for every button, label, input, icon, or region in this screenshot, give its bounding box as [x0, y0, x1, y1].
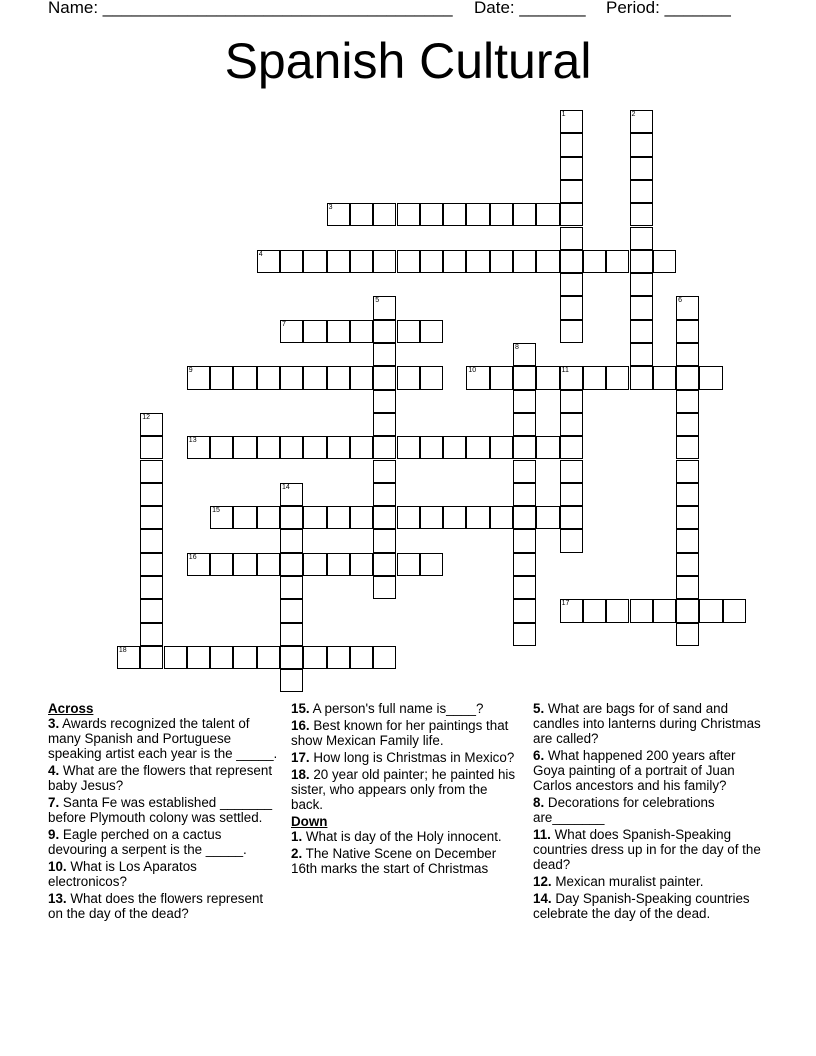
grid-cell[interactable]	[280, 599, 303, 622]
grid-cell[interactable]	[490, 366, 513, 389]
grid-cell[interactable]	[280, 366, 303, 389]
grid-cell[interactable]	[280, 320, 303, 343]
grid-cell[interactable]	[280, 553, 303, 576]
grid-cell[interactable]	[210, 436, 233, 459]
grid-cell[interactable]	[373, 460, 396, 483]
clue-number-label: 18.	[291, 767, 310, 782]
grid-cell[interactable]	[466, 506, 489, 529]
down-clue: 2. The Native Scene on December 16th marks the start of Christmas	[291, 846, 497, 876]
grid-cell[interactable]	[536, 250, 559, 273]
clue-number-label: 15.	[291, 701, 310, 716]
grid-cell[interactable]	[373, 343, 396, 366]
clues-column-1	[48, 701, 278, 923]
grid-cell[interactable]	[676, 436, 699, 459]
clue-number: 1	[561, 111, 566, 118]
grid-cell[interactable]	[350, 436, 373, 459]
clues-column-2	[291, 701, 521, 878]
grid-cell[interactable]	[513, 413, 536, 436]
grid-cell[interactable]	[140, 483, 163, 506]
grid-cell[interactable]	[373, 250, 396, 273]
grid-cell[interactable]	[560, 250, 583, 273]
grid-cell[interactable]	[280, 529, 303, 552]
clue-number-label: 10.	[48, 859, 67, 874]
clue-number: 3	[328, 204, 333, 212]
grid-cell[interactable]	[280, 436, 303, 459]
grid-cell[interactable]	[280, 576, 303, 599]
grid-cell[interactable]	[630, 110, 653, 133]
across-clue: 7. Santa Fe was established _______ before Plymouth colony was settled.	[48, 795, 273, 825]
grid-cell[interactable]	[187, 553, 210, 576]
grid-cell[interactable]	[397, 203, 420, 226]
grid-cell[interactable]	[280, 623, 303, 646]
down-clue: 11. What does Spanish-Speaking countries dress up in for the day of the dead?	[533, 827, 761, 872]
grid-cell[interactable]	[676, 296, 699, 319]
grid-cell[interactable]	[140, 599, 163, 622]
grid-cell[interactable]	[350, 366, 373, 389]
clue-number: 12	[142, 413, 150, 421]
grid-cell[interactable]	[513, 343, 536, 366]
clue-number-label: 14.	[533, 891, 552, 906]
clue-number-label: 11.	[533, 827, 551, 842]
grid-cell[interactable]	[630, 133, 653, 156]
grid-cell[interactable]	[513, 366, 536, 389]
grid-cell[interactable]	[560, 599, 583, 622]
grid-cell[interactable]	[560, 273, 583, 296]
clue-number-label: 13.	[48, 891, 67, 906]
grid-cell[interactable]	[187, 436, 210, 459]
grid-cell[interactable]	[676, 413, 699, 436]
grid-cell[interactable]	[303, 366, 326, 389]
grid-cell[interactable]	[583, 250, 606, 273]
grid-cell[interactable]	[466, 250, 489, 273]
across-clues-part2	[291, 701, 521, 812]
grid-cell[interactable]	[257, 436, 280, 459]
grid-cell[interactable]	[513, 599, 536, 622]
grid-cell[interactable]	[466, 436, 489, 459]
grid-cell[interactable]	[350, 553, 373, 576]
grid-cell[interactable]	[350, 506, 373, 529]
across-clue: 4. What are the flowers that represent baby Jesus?	[48, 763, 273, 793]
grid-cell[interactable]	[350, 203, 373, 226]
across-clue: 9. Eagle perched on a cactus devouring a serpent is the _____.	[48, 827, 247, 857]
grid-cell[interactable]	[630, 599, 653, 622]
clue-number-label: 3.	[48, 716, 60, 731]
clues-column-3	[533, 701, 765, 923]
grid-cell[interactable]	[653, 250, 676, 273]
across-heading: Across	[48, 701, 94, 716]
grid-cell[interactable]	[560, 203, 583, 226]
grid-cell[interactable]	[513, 203, 536, 226]
grid-cell[interactable]	[630, 320, 653, 343]
grid-cell[interactable]	[233, 506, 256, 529]
grid-cell[interactable]	[676, 623, 699, 646]
grid-cell[interactable]	[140, 413, 163, 436]
clue-number: 9	[188, 367, 193, 375]
grid-cell[interactable]	[420, 203, 443, 226]
grid-cell[interactable]	[420, 320, 443, 343]
grid-cell[interactable]	[420, 506, 443, 529]
grid-cell[interactable]	[327, 320, 350, 343]
grid-cell[interactable]	[466, 366, 489, 389]
grid-cell[interactable]	[490, 436, 513, 459]
grid-cell[interactable]	[443, 250, 466, 273]
grid-cell[interactable]	[373, 320, 396, 343]
grid-cell[interactable]	[117, 646, 140, 669]
grid-cell[interactable]	[513, 483, 536, 506]
across-clues-part1	[48, 716, 278, 921]
grid-cell[interactable]	[233, 553, 256, 576]
grid-cell[interactable]	[140, 646, 163, 669]
grid-cell[interactable]	[327, 506, 350, 529]
across-clue: 13. What does the flowers represent on the day of the dead?	[48, 891, 264, 921]
grid-cell[interactable]	[513, 506, 536, 529]
grid-cell[interactable]	[653, 366, 676, 389]
grid-cell[interactable]	[280, 250, 303, 273]
grid-cell[interactable]	[583, 599, 606, 622]
across-clue: 16. Best known for her paintings that show Mexican Family life.	[291, 718, 509, 748]
grid-cell[interactable]	[676, 506, 699, 529]
grid-cell[interactable]	[490, 506, 513, 529]
grid-cell[interactable]	[373, 390, 396, 413]
grid-cell[interactable]	[630, 366, 653, 389]
grid-cell[interactable]	[676, 320, 699, 343]
grid-cell[interactable]	[373, 646, 396, 669]
grid-cell[interactable]	[280, 646, 303, 669]
grid-cell[interactable]	[536, 203, 559, 226]
grid-cell[interactable]	[676, 366, 699, 389]
clue-number-label: 9.	[48, 827, 60, 842]
grid-cell[interactable]	[303, 436, 326, 459]
down-clue: 12. Mexican muralist painter.	[533, 874, 704, 889]
grid-cell[interactable]	[443, 203, 466, 226]
down-clue: 14. Day Spanish-Speaking countries celebrate the day of the dead.	[533, 891, 750, 921]
grid-cell[interactable]	[140, 436, 163, 459]
grid-cell[interactable]	[187, 646, 210, 669]
clue-number: 17	[561, 600, 570, 608]
grid-cell[interactable]	[257, 506, 280, 529]
grid-cell[interactable]	[443, 436, 466, 459]
grid-cell[interactable]	[723, 599, 746, 622]
grid-cell[interactable]	[560, 529, 583, 552]
down-clues-part2	[533, 701, 765, 921]
grid-cell[interactable]	[140, 576, 163, 599]
grid-cell[interactable]	[373, 576, 396, 599]
grid-cell[interactable]	[676, 343, 699, 366]
clue-number-label: 8.	[533, 795, 545, 810]
grid-cell[interactable]	[187, 366, 210, 389]
grid-cell[interactable]	[536, 506, 559, 529]
grid-cell[interactable]	[373, 296, 396, 319]
clue-number-label: 1.	[291, 829, 303, 844]
grid-cell[interactable]	[513, 623, 536, 646]
grid-cell[interactable]	[397, 553, 420, 576]
grid-cell[interactable]	[280, 506, 303, 529]
grid-cell[interactable]	[676, 553, 699, 576]
down-clue: 6. What happened 200 years after Goya painting of a portrait of Juan Carlos ancestors and his family?	[533, 748, 736, 793]
grid-cell[interactable]	[257, 553, 280, 576]
grid-cell[interactable]	[676, 460, 699, 483]
grid-cell[interactable]	[560, 133, 583, 156]
clue-number: 15	[212, 507, 220, 515]
grid-cell[interactable]	[560, 460, 583, 483]
clue-number: 13	[188, 437, 197, 445]
grid-cell[interactable]	[606, 250, 629, 273]
clue-number: 16	[188, 553, 197, 561]
grid-cell[interactable]	[653, 599, 676, 622]
grid-cell[interactable]	[350, 646, 373, 669]
grid-cell[interactable]	[606, 366, 629, 389]
grid-cell[interactable]	[630, 250, 653, 273]
grid-cell[interactable]	[630, 157, 653, 180]
grid-cell[interactable]	[513, 576, 536, 599]
grid-cell[interactable]	[140, 529, 163, 552]
clue-number-label: 6.	[533, 748, 545, 763]
grid-cell[interactable]	[699, 599, 722, 622]
clue-number-label: 7.	[48, 795, 60, 810]
grid-cell[interactable]	[397, 320, 420, 343]
grid-cell[interactable]	[513, 553, 536, 576]
grid-cell[interactable]	[397, 366, 420, 389]
grid-cell[interactable]	[303, 646, 326, 669]
grid-cell[interactable]	[490, 203, 513, 226]
grid-cell[interactable]	[420, 436, 443, 459]
clue-number: 5	[375, 297, 380, 305]
grid-cell[interactable]	[373, 203, 396, 226]
grid-cell[interactable]	[560, 483, 583, 506]
grid-cell[interactable]	[257, 646, 280, 669]
date-field[interactable]: Date: _______	[474, 0, 586, 17]
grid-cell[interactable]	[303, 506, 326, 529]
across-clue: 10. What is Los Aparatos electronicos?	[48, 859, 197, 889]
grid-cell[interactable]	[676, 483, 699, 506]
grid-cell[interactable]	[420, 366, 443, 389]
period-field[interactable]: Period: _______	[606, 0, 731, 17]
grid-cell[interactable]	[373, 413, 396, 436]
across-clue: 17. How long is Christmas in Mexico?	[291, 750, 515, 765]
grid-cell[interactable]	[630, 343, 653, 366]
grid-cell[interactable]	[303, 250, 326, 273]
grid-cell[interactable]	[327, 646, 350, 669]
grid-cell[interactable]	[466, 203, 489, 226]
grid-cell[interactable]	[210, 506, 233, 529]
grid-cell[interactable]	[397, 250, 420, 273]
grid-cell[interactable]	[257, 366, 280, 389]
grid-cell[interactable]	[210, 553, 233, 576]
grid-cell[interactable]	[630, 180, 653, 203]
grid-cell[interactable]	[350, 320, 373, 343]
grid-cell[interactable]	[560, 320, 583, 343]
grid-cell[interactable]	[513, 390, 536, 413]
clue-number-label: 17.	[291, 750, 310, 765]
grid-cell[interactable]	[373, 436, 396, 459]
clue-number: 4	[258, 250, 263, 258]
clue-number-label: 2.	[291, 846, 303, 861]
grid-cell[interactable]	[560, 227, 583, 250]
grid-cell[interactable]	[210, 366, 233, 389]
grid-cell[interactable]	[560, 157, 583, 180]
clue-number-label: 5.	[533, 701, 545, 716]
grid-cell[interactable]	[373, 506, 396, 529]
grid-cell[interactable]	[327, 203, 350, 226]
grid-cell[interactable]	[630, 296, 653, 319]
grid-cell[interactable]	[233, 366, 256, 389]
grid-cell[interactable]	[420, 250, 443, 273]
grid-cell[interactable]	[397, 436, 420, 459]
grid-cell[interactable]	[560, 110, 583, 133]
grid-cell[interactable]	[350, 250, 373, 273]
across-clue: 18. 20 year old painter; he painted his sister, who appears only from the back.	[291, 767, 516, 812]
grid-cell[interactable]	[327, 436, 350, 459]
grid-cell[interactable]	[490, 250, 513, 273]
grid-cell[interactable]	[536, 436, 559, 459]
name-field[interactable]: Name: _____________________________________	[48, 0, 453, 17]
grid-cell[interactable]	[630, 203, 653, 226]
grid-cell[interactable]	[373, 483, 396, 506]
across-clue: 15. A person's full name is____?	[291, 701, 484, 716]
grid-cell[interactable]	[327, 366, 350, 389]
grid-cell[interactable]	[373, 366, 396, 389]
grid-cell[interactable]	[630, 227, 653, 250]
grid-cell[interactable]	[373, 553, 396, 576]
clue-number: 2	[631, 111, 636, 118]
down-clues-part1	[291, 829, 521, 876]
grid-cell[interactable]	[676, 529, 699, 552]
clue-number: 10	[468, 367, 477, 375]
down-clue: 1. What is day of the Holy innocent.	[291, 829, 502, 844]
grid-cell[interactable]	[280, 483, 303, 506]
grid-cell[interactable]	[210, 646, 233, 669]
grid-cell[interactable]	[560, 366, 583, 389]
grid-cell[interactable]	[164, 646, 187, 669]
grid-cell[interactable]	[560, 390, 583, 413]
page-title: Spanish Cultural	[224, 33, 592, 89]
down-clue: 8. Decorations for celebrations are_______	[533, 795, 715, 825]
down-clue: 5. What are bags for of sand and candles into lanterns during Christmas are called?	[533, 701, 761, 746]
clue-number: 11	[561, 367, 569, 375]
grid-cell[interactable]	[420, 553, 443, 576]
grid-cell[interactable]	[513, 460, 536, 483]
grid-cell[interactable]	[140, 553, 163, 576]
grid-cell[interactable]	[676, 576, 699, 599]
grid-cell[interactable]	[560, 436, 583, 459]
clue-number-label: 12.	[533, 874, 552, 889]
clue-number: 7	[282, 320, 286, 328]
grid-cell[interactable]	[140, 623, 163, 646]
grid-cell[interactable]	[536, 366, 559, 389]
grid-cell[interactable]	[560, 180, 583, 203]
grid-cell[interactable]	[397, 506, 420, 529]
clue-number: 8	[515, 344, 519, 351]
clue-number: 6	[678, 297, 682, 305]
grid-cell[interactable]	[303, 320, 326, 343]
grid-cell[interactable]	[257, 250, 280, 273]
clue-number-label: 4.	[48, 763, 60, 778]
grid-cell[interactable]	[560, 296, 583, 319]
across-clue: 3. Awards recognized the talent of many Spanish and Portuguese speaking artist each year is the _____.	[48, 716, 278, 761]
grid-cell[interactable]	[630, 273, 653, 296]
grid-cell[interactable]	[676, 599, 699, 622]
grid-cell[interactable]	[140, 460, 163, 483]
grid-cell[interactable]	[606, 599, 629, 622]
clue-number-label: 16.	[291, 718, 310, 733]
grid-cell[interactable]	[140, 506, 163, 529]
grid-cell[interactable]	[699, 366, 722, 389]
grid-cell[interactable]	[233, 646, 256, 669]
clue-number: 18	[118, 646, 127, 654]
grid-cell[interactable]	[513, 250, 536, 273]
grid-cell[interactable]	[513, 529, 536, 552]
grid-cell[interactable]	[327, 250, 350, 273]
grid-cell[interactable]	[583, 366, 606, 389]
grid-cell[interactable]	[513, 436, 536, 459]
grid-cell[interactable]	[233, 436, 256, 459]
grid-cell[interactable]	[373, 529, 396, 552]
clue-number: 14	[282, 483, 290, 491]
grid-cell[interactable]	[560, 506, 583, 529]
grid-cell[interactable]	[327, 553, 350, 576]
grid-cell[interactable]	[676, 390, 699, 413]
grid-cell[interactable]	[560, 413, 583, 436]
grid-cell[interactable]	[303, 553, 326, 576]
down-heading: Down	[291, 814, 328, 829]
grid-cell[interactable]	[280, 669, 303, 692]
grid-cell[interactable]	[443, 506, 466, 529]
